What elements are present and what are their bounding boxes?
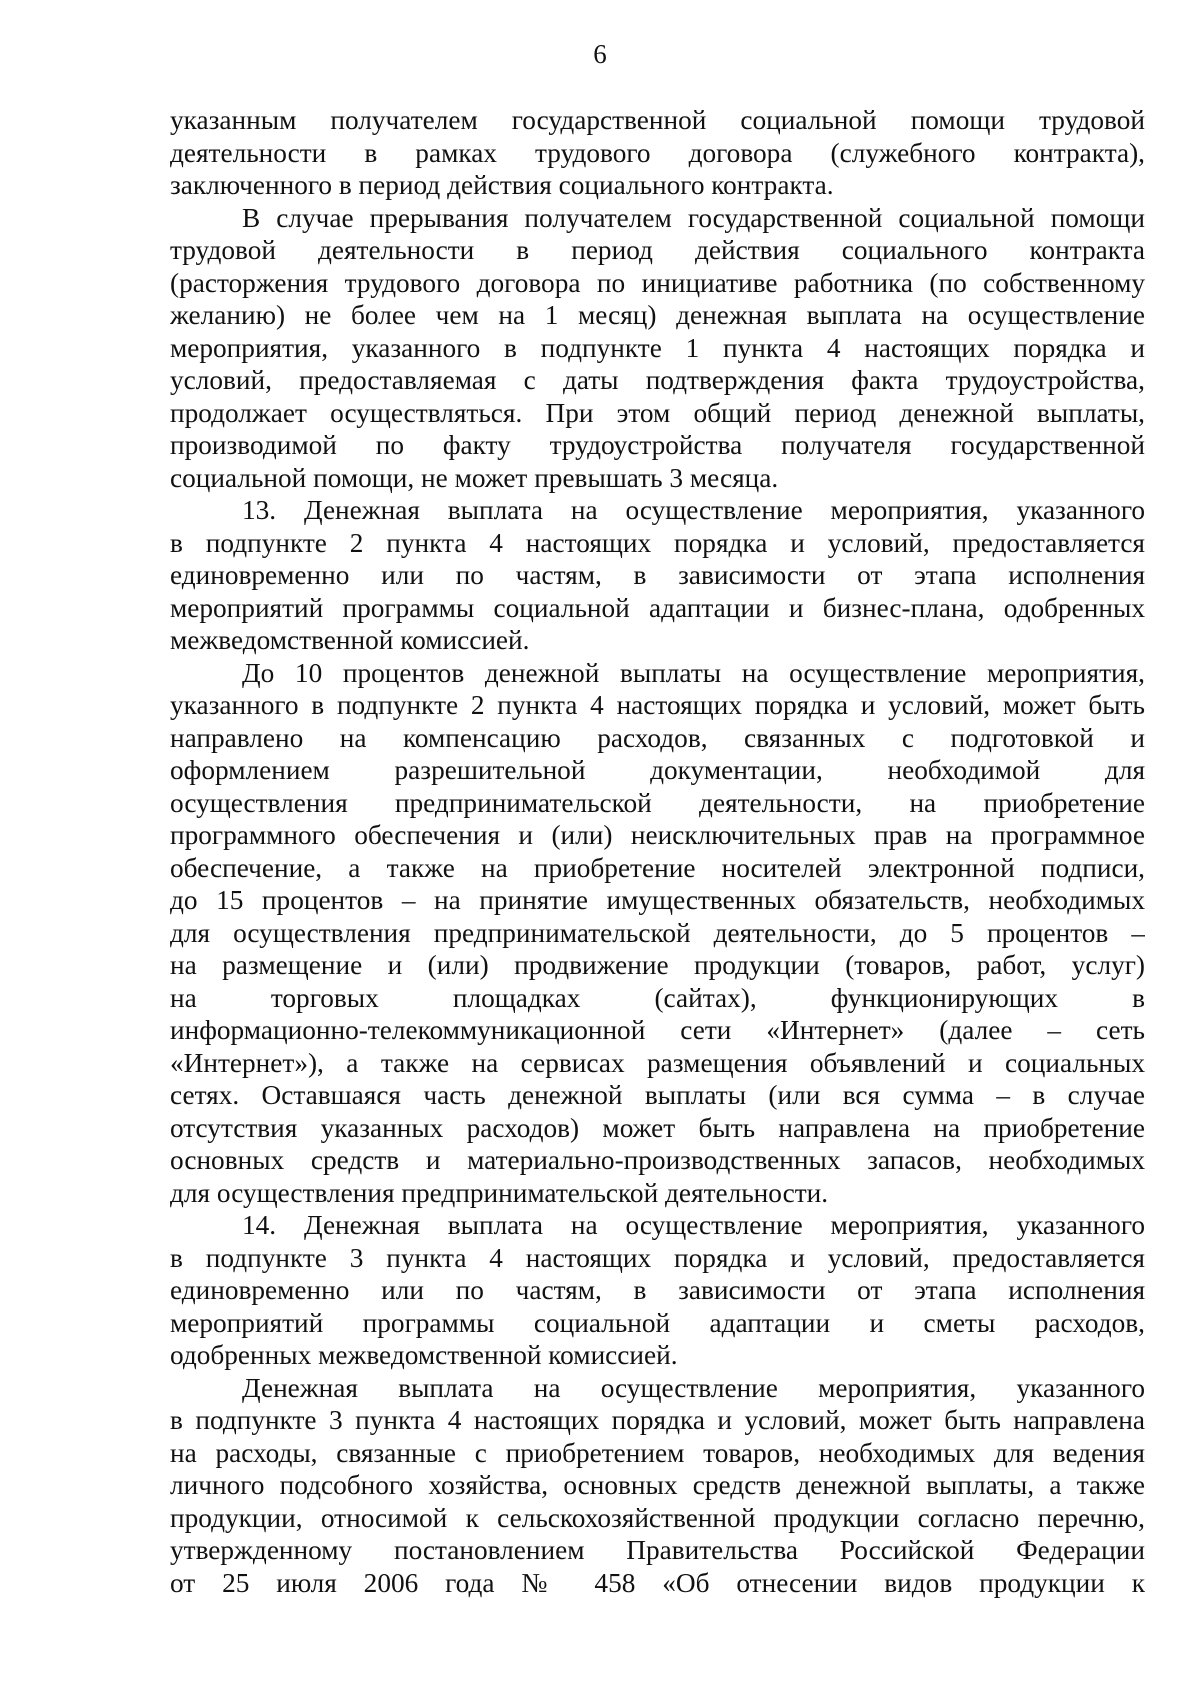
- text-line: в подпункте 3 пункта 4 настоящих порядка и условий, предоставляется: [170, 1242, 1145, 1273]
- text-line: указанного в подпункте 2 пункта 4 настоящих порядка и условий, может быть: [170, 690, 1145, 720]
- text-line: «Интернет»), а также на сервисах размещения объявлений и социальных: [170, 1047, 1145, 1078]
- text-line: указанным получателем государственной социальной помощи трудовой: [170, 105, 1145, 135]
- text-line: для осуществления предпринимательской деятельности, до 5 процентов –: [170, 917, 1145, 948]
- text-line: обеспечение, а также на приобретение носителей электронной подписи,: [170, 852, 1145, 883]
- text-line: До 10 процентов денежной выплаты на осуществление мероприятия,: [242, 657, 1145, 688]
- document-body: [170, 104, 1145, 1599]
- text-line: межведомственной комиссией.: [170, 625, 530, 655]
- text-line: желанию) не более чем на 1 месяц) денежная выплата на осуществление: [170, 300, 1145, 330]
- text-line: В случае прерывания получателем государственной социальной помощи: [242, 202, 1145, 233]
- text-line: мероприятий программы социальной адаптации и сметы расходов,: [170, 1307, 1145, 1338]
- text-line: на торговых площадках (сайтах), функционирующих в: [170, 982, 1145, 1013]
- text-line: основных средств и материально-производственных запасов, необходимых: [170, 1145, 1145, 1175]
- text-line: от 25 июля 2006 года № 458 «Об отнесении видов продукции к: [170, 1567, 1145, 1598]
- text-line: утвержденному постановлением Правительства Российской Федерации: [170, 1535, 1145, 1565]
- text-line: трудовой деятельности в период действия социального контракта: [170, 235, 1145, 265]
- text-line: сетях. Оставшаяся часть денежной выплаты (или вся сумма – в случае: [170, 1080, 1145, 1110]
- text-line: на расходы, связанные с приобретением товаров, необходимых для ведения: [170, 1437, 1145, 1468]
- text-line: заключенного в период действия социального контракта.: [170, 170, 834, 200]
- text-line: на размещение и (или) продвижение продукции (товаров, работ, услуг): [170, 950, 1145, 980]
- text-line: мероприятия, указанного в подпункте 1 пункта 4 настоящих порядка и: [170, 332, 1145, 363]
- text-line: до 15 процентов – на принятие имущественных обязательств, необходимых: [170, 885, 1145, 915]
- text-line: в подпункте 2 пункта 4 настоящих порядка и условий, предоставляется: [170, 527, 1145, 558]
- text-line: продукции, относимой к сельскохозяйственной продукции согласно перечню,: [170, 1502, 1145, 1533]
- text-line: одобренных межведомственной комиссией.: [170, 1340, 678, 1370]
- text-line: осуществления предпринимательской деятельности, на приобретение: [170, 787, 1145, 818]
- text-line: отсутствия указанных расходов) может быть направлена на приобретение: [170, 1112, 1145, 1143]
- text-line: социальной помощи, не может превышать 3 месяца.: [170, 462, 779, 493]
- text-line: деятельности в рамках трудового договора (служебного контракта),: [170, 137, 1145, 168]
- text-line: мероприятий программы социальной адаптации и бизнес-плана, одобренных: [170, 592, 1145, 623]
- text-line: 14. Денежная выплата на осуществление мероприятия, указанного: [242, 1210, 1145, 1240]
- text-line: производимой по факту трудоустройства получателя государственной: [170, 430, 1145, 460]
- text-line: Денежная выплата на осуществление мероприятия, указанного: [242, 1372, 1145, 1403]
- page-number: 6: [593, 39, 607, 69]
- text-line: личного подсобного хозяйства, основных средств денежной выплаты, а также: [170, 1470, 1145, 1500]
- text-line: продолжает осуществляться. При этом общий период денежной выплаты,: [170, 397, 1145, 428]
- text-line: программного обеспечения и (или) неисключительных прав на программное: [170, 820, 1145, 850]
- text-line: в подпункте 3 пункта 4 настоящих порядка и условий, может быть направлена: [170, 1405, 1145, 1435]
- text-line: единовременно или по частям, в зависимости от этапа исполнения: [170, 1275, 1145, 1305]
- text-line: для осуществления предпринимательской деятельности.: [170, 1177, 829, 1208]
- text-line: оформлением разрешительной документации, необходимой для: [170, 755, 1145, 785]
- text-line: (расторжения трудового договора по инициативе работника (по собственному: [170, 267, 1145, 298]
- text-line: информационно-телекоммуникационной сети «Интернет» (далее – сеть: [170, 1015, 1145, 1045]
- text-line: единовременно или по частям, в зависимости от этапа исполнения: [170, 560, 1145, 590]
- text-line: 13. Денежная выплата на осуществление мероприятия, указанного: [242, 495, 1145, 525]
- text-line: условий, предоставляемая с даты подтверждения факта трудоустройства,: [170, 365, 1145, 395]
- text-line: направлено на компенсацию расходов, связанных с подготовкой и: [170, 722, 1145, 753]
